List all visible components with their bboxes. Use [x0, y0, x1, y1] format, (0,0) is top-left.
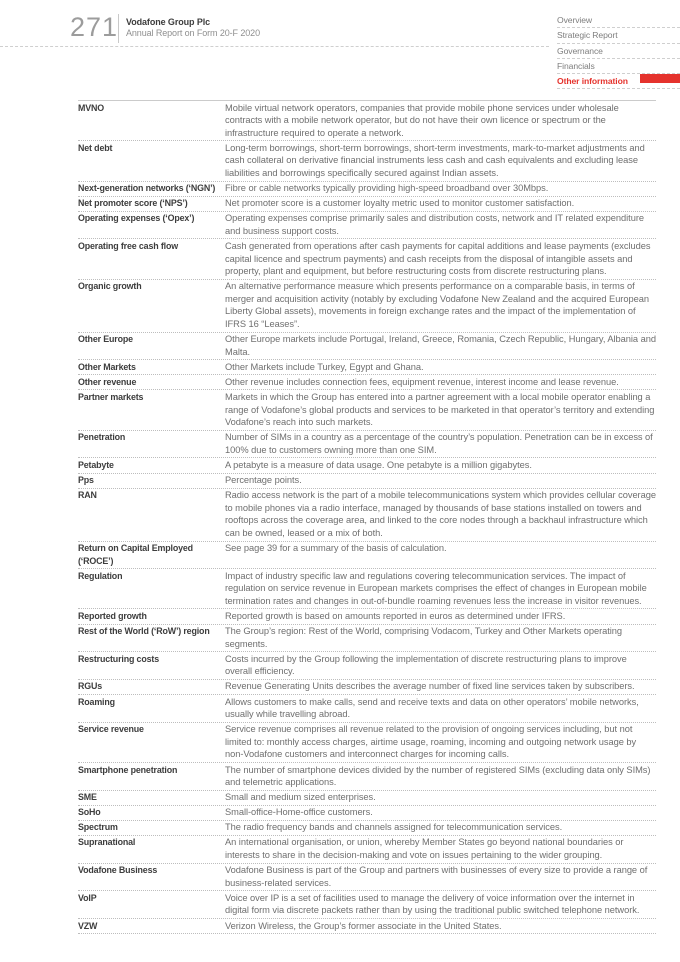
glossary-definition: Small-office-Home-office customers.: [225, 807, 373, 818]
glossary-row: [78, 919, 656, 934]
glossary-term: Rest of the World (‘RoW’) region: [78, 626, 210, 637]
glossary-row: [78, 763, 656, 791]
glossary-term: Spectrum: [78, 822, 118, 833]
glossary-row: [78, 239, 656, 279]
nav-item-label: Governance: [557, 45, 603, 56]
glossary-definition: Costs incurred by the Group following the implementation of discrete restructuring plans to improve overall efficiency.: [225, 653, 627, 677]
glossary-term: VoIP: [78, 892, 97, 903]
glossary-row: [78, 542, 656, 570]
company-name: Vodafone Group Plc: [126, 17, 211, 27]
glossary-definition: Mobile virtual network operators, companies that provide mobile phone services under wholesale contracts with a mobile network operator, but do not have their own licence or spectrum or the infrastructure required to operate a network.: [225, 102, 619, 138]
glossary-term: Service revenue: [78, 724, 144, 735]
glossary-row: [78, 390, 656, 430]
glossary-definition: Verizon Wireless, the Group’s former associate in the United States.: [225, 920, 502, 931]
glossary-term: VZW: [78, 920, 98, 931]
glossary-row: [78, 141, 656, 181]
nav-item-label: Strategic Report: [557, 30, 618, 41]
glossary-term: Penetration: [78, 432, 126, 443]
header-divider: [118, 14, 119, 43]
glossary-term: Operating expenses (‘Opex’): [78, 213, 195, 224]
glossary-row: [78, 864, 656, 892]
nav-item-strategic-report[interactable]: [557, 28, 680, 43]
glossary-definition: Number of SIMs in a country as a percentage of the country’s population. Penetration can be in excess of 100% due to customers owning more than one SIM.: [225, 432, 653, 455]
glossary-term: Other Europe: [78, 334, 133, 345]
glossary-definition: Other Markets include Turkey, Egypt and Ghana.: [225, 361, 424, 372]
glossary-definition: Impact of industry specific law and regulations covering telecommunication services. The impact of regulation on service revenue in European markets comprises the effect of changes in European mobile termination rates and changes in out-of-bundle roaming revenues less the increase in visitor revenues.: [225, 570, 647, 606]
glossary-row: [78, 609, 656, 624]
glossary-term: Other Markets: [78, 361, 136, 372]
glossary-row: [78, 197, 656, 212]
glossary-term: SME: [78, 792, 97, 803]
glossary-definition: An alternative performance measure which presents performance on a comparable basis, in terms of merger and acquisition activity (notably by excluding Vodafone New Zealand and the acquired European Liberty Global assets), movements in foreign exchange rates and the impact of the implementation of IFRS 16 “Leases”.: [225, 281, 649, 329]
glossary-row: [78, 360, 656, 375]
glossary-row: [78, 791, 656, 806]
glossary-definition: Service revenue comprises all revenue related to the provision of ongoing services including, but not limited to: monthly access charges, airtime usage, roaming, incoming and outgoing network usage by non-Vodafone customers and interconnect charges for incoming calls.: [225, 724, 637, 760]
glossary-term: Return on Capital Employed (‘ROCE’): [78, 543, 193, 566]
nav-item-label: Overview: [557, 15, 593, 25]
glossary-term: Reported growth: [78, 610, 147, 621]
nav-item-financials[interactable]: [557, 59, 680, 74]
glossary-term: RGUs: [78, 681, 103, 692]
glossary-row: [78, 182, 656, 197]
glossary-row: [78, 474, 656, 489]
glossary-definition: The radio frequency bands and channels assigned for telecommunication services.: [225, 822, 563, 833]
glossary-definition: Allows customers to make calls, send and receive texts and data on other operators’ mobile networks, usually while travelling abroad.: [225, 696, 639, 720]
glossary-table: [78, 100, 656, 934]
glossary-definition: Operating expenses comprise primarily sales and distribution costs, network and IT related expenditure and business support costs.: [225, 213, 644, 236]
nav-item-label: Financials: [557, 60, 595, 71]
glossary-row: [78, 212, 656, 240]
glossary-term: Petabyte: [78, 459, 114, 470]
glossary-definition: See page 39 for a summary of the basis of calculation.: [225, 543, 447, 553]
header-rule: [0, 46, 549, 47]
glossary-row: [78, 280, 656, 333]
glossary-term: Pps: [78, 475, 94, 486]
glossary-term: Net promoter score (‘NPS’): [78, 198, 188, 209]
glossary-term: Other revenue: [78, 376, 137, 387]
report-title: Annual Report on Form 20-F 2020: [126, 28, 260, 38]
glossary-definition: Net promoter score is a customer loyalty metric used to monitor customer satisfaction.: [225, 198, 575, 209]
glossary-term: RAN: [78, 490, 97, 501]
glossary-row: [78, 431, 656, 459]
glossary-term: Next-generation networks (‘NGN’): [78, 183, 216, 194]
glossary-term: Roaming: [78, 696, 115, 707]
glossary-term: Net debt: [78, 142, 113, 153]
glossary-row: [78, 569, 656, 609]
glossary-definition: Voice over IP is a set of facilities used to manage the delivery of voice information over the internet in digital form via discrete packets rather than by using the traditional public switched telephone network.: [225, 892, 640, 916]
glossary-definition: Fibre or cable networks typically providing high-speed broadband over 30Mbps.: [225, 183, 549, 194]
glossary-row: [78, 891, 656, 919]
glossary-definition: Revenue Generating Units describes the average number of fixed line services taken by subscribers.: [225, 681, 635, 692]
glossary-row: [78, 806, 656, 821]
glossary-term: Smartphone penetration: [78, 764, 178, 775]
glossary-row: [78, 695, 656, 723]
glossary-definition: An international organisation, or union, whereby Member States go beyond national boundaries or interests to share in the decision-making and vote on issues pertaining to the wider grouping.: [225, 837, 624, 861]
glossary-row: [78, 652, 656, 680]
glossary-definition: Percentage points.: [225, 475, 302, 486]
glossary-definition: Small and medium sized enterprises.: [225, 792, 376, 803]
glossary-definition: The number of smartphone devices divided by the number of registered SIMs (excluding data only SIMs) and telemetric applications.: [225, 764, 651, 788]
glossary-term: Regulation: [78, 570, 123, 581]
glossary-term: Supranational: [78, 837, 136, 848]
glossary-definition: Vodafone Business is part of the Group and partners with businesses of every size to provide a range of business-related services.: [225, 865, 648, 888]
glossary-definition: Markets in which the Group has entered into a partner agreement with a local mobile operator enabling a range of Vodafone’s global products and services to be marketed in that operator’s territory and extending Vodafone’s reach into such markets.: [225, 391, 655, 428]
glossary-term: Operating free cash flow: [78, 240, 178, 251]
glossary-row: [78, 101, 656, 141]
glossary-term: Vodafone Business: [78, 865, 158, 876]
glossary-term: SoHo: [78, 807, 101, 818]
glossary-definition: Cash generated from operations after cash payments for capital additions and lease payments (excludes capital licence and spectrum payments) and cash receipts from the disposal of intangible assets and property, plant and equipment, but before restructuring costs from discrete restructuring plans.: [225, 240, 651, 277]
glossary-row: [78, 625, 656, 653]
glossary-definition: The Group’s region: Rest of the World, comprising Vodacom, Turkey and Other Markets operating segments.: [225, 626, 623, 649]
nav-item-label: Other information: [557, 76, 628, 87]
glossary-definition: Long-term borrowings, short-term borrowings, short-term investments, mark-to-market adjustments and cash collateral on derivative financial instruments less cash and cash equivalents and excluding lease liabilities and borrowings specifically secured against Indian assets.: [225, 142, 645, 178]
glossary-definition: Other Europe markets include Portugal, Ireland, Greece, Romania, Czech Republic, Hungary, Albania and Malta.: [225, 334, 656, 357]
glossary-row: [78, 333, 656, 361]
nav-item-overview[interactable]: [557, 13, 680, 28]
glossary-definition: A petabyte is a measure of data usage. One petabyte is a million gigabytes.: [225, 459, 532, 470]
glossary-row: [78, 836, 656, 864]
glossary-row: [78, 723, 656, 763]
glossary-definition: Other revenue includes connection fees, equipment revenue, interest income and lease revenue.: [225, 376, 619, 387]
glossary-definition: Reported growth is based on amounts reported in euros as determined under IFRS.: [225, 610, 566, 621]
active-section-marker: [640, 74, 680, 83]
glossary-row: [78, 821, 656, 836]
glossary-term: Restructuring costs: [78, 653, 159, 664]
glossary-term: MVNO: [78, 102, 105, 113]
glossary-definition: Radio access network is the part of a mobile telecommunications system which provides cellular coverage to mobile phones via a radio interface, managed by thousands of base stations installed on towers and rooftops across the coverage area, and linked to the core nodes through a backhaul infrastructure which can be owned, leased or a mix of both.: [225, 490, 656, 538]
nav-item-governance[interactable]: [557, 44, 680, 59]
glossary-row: [78, 489, 656, 542]
glossary-row: [78, 680, 656, 695]
glossary-term: Organic growth: [78, 281, 142, 292]
glossary-row: [78, 458, 656, 473]
page-number: 271: [70, 12, 119, 42]
glossary-term: Partner markets: [78, 391, 144, 402]
glossary-row: [78, 375, 656, 390]
